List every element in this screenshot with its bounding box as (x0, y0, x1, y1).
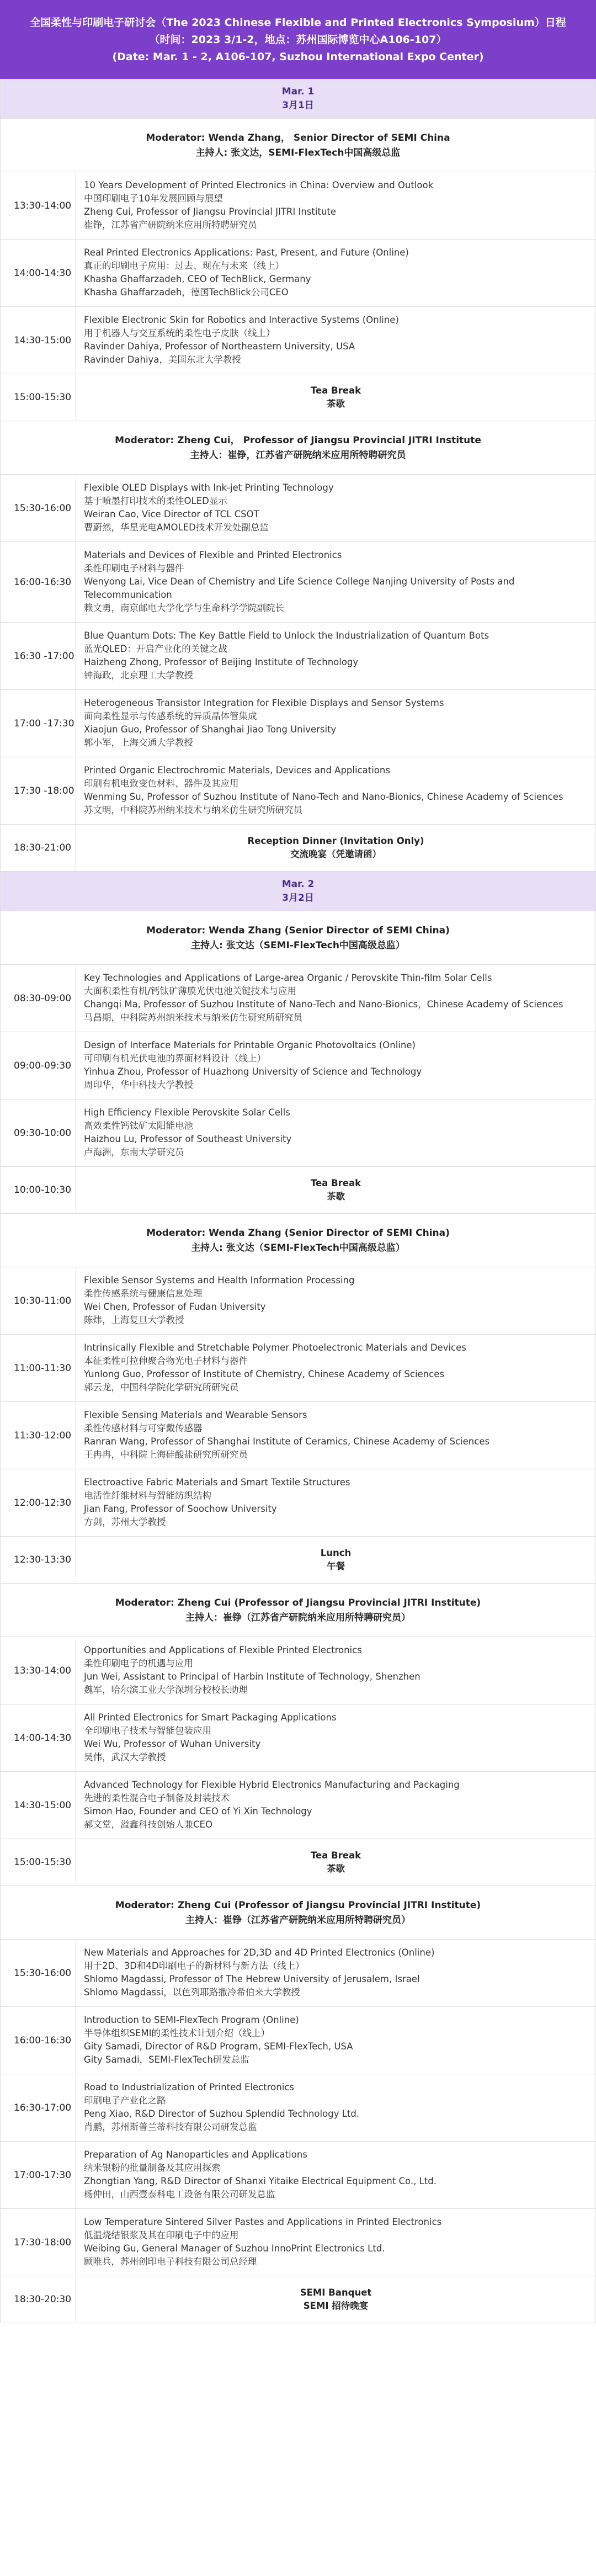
break-title-cn: SEMI 招待晚宴 (303, 2301, 369, 2311)
talk-content (76, 965, 595, 1032)
speaker-cn: 马昌期，中科院苏州纳米技术与纳米仿生研究所研究员 (84, 1012, 302, 1023)
talk-content (76, 1637, 595, 1704)
break-row (1, 1167, 595, 1214)
talk-title-cn: 基于喷墨打印技术的柔性OLED显示 (84, 496, 227, 506)
speaker-en: Ranran Wang, Professor of Shanghai Institute of Ceramics, Chinese Academy of Sciences (84, 1436, 490, 1447)
talk-title-cn: 大面积柔性有机/钙钛矿薄膜光伏电池关键技术与应用 (84, 986, 297, 996)
talk-title-en: Printed Organic Electrochromic Materials, Devices and Applications (84, 765, 390, 776)
break-content (76, 1167, 595, 1213)
talk-title-en: Flexible OLED Displays with Ink-jet Printing Technology (84, 482, 334, 493)
talk-title-en: Electroactive Fabric Materials and Smart Textile Structures (84, 1477, 350, 1488)
speaker-cn: 魏军，哈尔滨工业大学深圳分校校长助理 (84, 1685, 248, 1695)
speaker-cn: 崔铮，江苏省产研院纳米应用所特聘研究员 (84, 220, 257, 230)
speaker-cn: Gity Samadi，SEMI-FlexTech研发总监 (84, 2054, 249, 2065)
talk-title-cn: 用于2D、3D和4D印刷电子的新材料与新方法（线上） (84, 1961, 305, 1971)
talk-content (76, 542, 595, 622)
day-date-en: Mar. 2 (281, 879, 315, 890)
talk-title-en: 10 Years Development of Printed Electronics in China: Overview and Outlook (84, 180, 434, 190)
agenda-table (0, 79, 596, 2323)
session-time: 08:30-09:00 (1, 965, 76, 1032)
session-time: 16:30 -17:00 (1, 623, 76, 689)
speaker-cn: 郝文堂，溢鑫科技创始人兼CEO (84, 1819, 212, 1830)
session-time: 09:00-09:30 (1, 1032, 76, 1099)
speaker-cn: 陈炜，上海复旦大学教授 (84, 1315, 184, 1325)
talk-content (76, 1267, 595, 1334)
talk-row (1, 1100, 595, 1167)
break-title-en: Tea Break (310, 1850, 361, 1861)
break-content (76, 2276, 595, 2323)
talk-row (1, 690, 595, 757)
talk-title-cn: 中国印刷电子10年发展回顾与展望 (84, 193, 223, 204)
talk-row (1, 172, 595, 240)
talk-title-en: Advanced Technology for Flexible Hybrid Electronics Manufacturing and Packaging (84, 1780, 460, 1790)
speaker-cn: 吴伟，武汉大学教授 (84, 1752, 166, 1762)
moderator-en: Moderator: Zheng Cui， Professor of Jiangsu Provincial JITRI Institute (115, 435, 481, 446)
talk-content (76, 1100, 595, 1166)
break-content (76, 825, 595, 871)
break-title-en: Tea Break (310, 1178, 361, 1188)
session-time: 14:30-15:00 (1, 307, 76, 374)
session-time: 17:00-17:30 (1, 2142, 76, 2208)
talk-title-cn: 面向柔性显示与传感系统的异质晶体管集成 (84, 711, 257, 721)
talk-title-cn: 纳米银粉的批量制备及其应用探索 (84, 2163, 221, 2173)
speaker-en: Gity Samadi, Director of R&D Program, SEMI-FlexTech, USA (84, 2041, 353, 2052)
speaker-cn: 曹蔚然，华星光电AMOLED技术开发处副总监 (84, 522, 269, 533)
speaker-cn: 郭小军，上海交通大学教授 (84, 737, 193, 748)
talk-row (1, 307, 595, 374)
break-title-cn: 交流晚宴（凭邀请函） (290, 849, 381, 859)
talk-row (1, 240, 595, 307)
moderator-cn: 主持人：崔铮（江苏省产研院纳米应用所特聘研究员） (185, 1612, 411, 1623)
moderator-row (1, 1584, 595, 1637)
speaker-cn: 顾唯兵，苏州创印电子科技有限公司总经理 (84, 2256, 257, 2267)
break-row (1, 374, 595, 421)
talk-content (76, 623, 595, 689)
talk-title-cn: 先进的柔性混合电子制备及封装技术 (84, 1793, 230, 1803)
talk-content (76, 1704, 595, 1771)
talk-content (76, 2074, 595, 2141)
session-time: 13:30-14:00 (1, 172, 76, 239)
speaker-cn: 周印华，华中科技大学教授 (84, 1080, 193, 1090)
talk-row (1, 1704, 595, 1772)
moderator-en: Moderator: Wenda Zhang， Senior Director of SEMI China (146, 132, 450, 144)
session-time: 16:00-16:30 (1, 2007, 76, 2074)
talk-title-cn: 柔性印刷电子材料与器件 (84, 563, 184, 573)
session-time: 14:30-15:00 (1, 1772, 76, 1839)
speaker-cn: 钟海政，北京理工大学教授 (84, 670, 193, 681)
talk-title-cn: 用于机器人与交互系统的柔性电子皮肤（线上） (84, 328, 275, 338)
moderator-en: Moderator: Zheng Cui (Professor of Jiangsu Provincial JITRI Institute) (115, 1597, 481, 1608)
speaker-en: Simon Hao, Founder and CEO of Yi Xin Technology (84, 1806, 312, 1817)
break-row (1, 825, 595, 872)
header-time-location-en: (Date: Mar. 1 - 2, A106-107, Suzhou International Expo Center) (112, 51, 484, 63)
talk-title-en: Opportunities and Applications of Flexible Printed Electronics (84, 1645, 362, 1655)
session-time: 17:00 -17:30 (1, 690, 76, 757)
talk-title-cn: 半导体组织SEMI的柔性技术计划介绍（线上） (84, 2028, 270, 2038)
speaker-en: Shlomo Magdassi, Professor of The Hebrew University of Jerusalem, Israel (84, 1974, 420, 1984)
talk-title-cn: 柔性传感系统与健康信息处理 (84, 1288, 203, 1299)
talk-row (1, 1469, 595, 1537)
agenda-header (0, 0, 596, 79)
talk-title-cn: 印刷有机电致变色材料、器件及其应用 (84, 778, 239, 789)
session-time: 11:30-12:00 (1, 1402, 76, 1469)
session-time: 17:30 -18:00 (1, 757, 76, 824)
session-time: 15:30-16:00 (1, 1940, 76, 2006)
talk-row (1, 2074, 595, 2142)
talk-title-cn: 高效柔性钙钛矿太阳能电池 (84, 1120, 193, 1131)
talk-title-en: Heterogeneous Transistor Integration for Flexible Displays and Sensor Systems (84, 698, 444, 708)
talk-title-cn: 本征柔性可拉伸聚合物光电子材料与器件 (84, 1356, 248, 1366)
talk-row (1, 2209, 595, 2276)
speaker-cn: 卢海洲，东南大学研究员 (84, 1147, 184, 1157)
speaker-cn: 肖鹏，苏州斯普兰蒂科技有限公司研发总监 (84, 2122, 257, 2132)
session-time: 10:30-11:00 (1, 1267, 76, 1334)
talk-title-cn: 柔性印刷电子的机遇与应用 (84, 1658, 193, 1669)
speaker-cn: 王冉冉，中科院上海硅酸盐研究所研究员 (84, 1449, 248, 1460)
talk-title-en: Design of Interface Materials for Printable Organic Photovoltaics (Online) (84, 1040, 416, 1050)
speaker-en: Wenyong Lai, Vice Dean of Chemistry and Life Science College Nanjing University of Posts and Telecommunication (84, 576, 515, 600)
talk-content (76, 1469, 595, 1536)
talk-title-cn: 可印刷有机光伏电池的界面材料设计（线上） (84, 1053, 266, 1064)
header-time-location-cn: （时间：2023 3/1-2，地点：苏州国际博览中心A106-107） (149, 34, 447, 46)
day-date-cn: 3月1日 (282, 100, 314, 111)
break-title-en: Reception Dinner (Invitation Only) (247, 836, 424, 846)
break-row (1, 1537, 595, 1584)
talk-row (1, 2007, 595, 2074)
moderator-en: Moderator: Wenda Zhang (Senior Director of SEMI China) (146, 1228, 450, 1239)
break-title-en: Lunch (320, 1548, 352, 1558)
speaker-en: Haizheng Zhong, Professor of Beijing Institute of Technology (84, 657, 359, 667)
talk-row (1, 542, 595, 623)
session-time: 12:00-12:30 (1, 1469, 76, 1536)
talk-row (1, 475, 595, 542)
speaker-en: Jian Fang, Professor of Soochow University (84, 1504, 277, 1514)
session-time: 12:30-13:30 (1, 1537, 76, 1583)
speaker-en: Peng Xiao, R&D Director of Suzhou Splendid Technology Ltd. (84, 2108, 360, 2119)
moderator-row (1, 1886, 595, 1940)
talk-content (76, 1402, 595, 1469)
moderator-cn: 主持人：崔铮，江苏省产研院纳米应用所特聘研究员 (190, 450, 406, 461)
break-row (1, 1839, 595, 1886)
break-content (76, 1537, 595, 1583)
talk-row (1, 1402, 595, 1469)
speaker-en: Weiran Cao, Vice Director of TCL CSOT (84, 509, 259, 519)
talk-content (76, 2209, 595, 2276)
header-title-cn: 全国柔性与印刷电子研讨会（The 2023 Chinese Flexible and Printed Electronics Symposium）日程 (30, 17, 566, 29)
talk-title-en: Flexible Sensing Materials and Wearable Sensors (84, 1410, 307, 1420)
speaker-en: Zheng Cui, Professor of Jiangsu Provincial JITRI Institute (84, 206, 337, 217)
session-time: 15:30-16:00 (1, 475, 76, 541)
talk-row (1, 1032, 595, 1100)
talk-row (1, 1940, 595, 2007)
session-time: 18:30-21:00 (1, 825, 76, 871)
session-time: 13:30-14:00 (1, 1637, 76, 1704)
speaker-en: Haizhou Lu, Professor of Southeast University (84, 1134, 292, 1144)
talk-title-en: Key Technologies and Applications of Large-area Organic / Perovskite Thin-film Solar Cells (84, 973, 492, 983)
talk-content (76, 2007, 595, 2074)
speaker-cn: 杨仲田，山西壹泰科电工设备有限公司研发总监 (84, 2189, 275, 2200)
speaker-en: Khasha Ghaffarzadeh, CEO of TechBlick, Germany (84, 274, 311, 284)
speaker-en: Xiaojun Guo, Professor of Shanghai Jiao Tong University (84, 724, 337, 735)
break-title-en: SEMI Banquet (300, 2287, 372, 2298)
talk-title-cn: 柔性传感材料与可穿戴传感器 (84, 1423, 203, 1433)
speaker-en: Yinhua Zhou, Professor of Huazhong University of Science and Technology (84, 1066, 422, 1077)
talk-title-cn: 印刷电子产业化之路 (84, 2095, 166, 2106)
talk-title-en: Flexible Sensor Systems and Health Information Processing (84, 1275, 355, 1286)
talk-title-en: Low Temperature Sintered Silver Pastes and Applications in Printed Electronics (84, 2217, 442, 2227)
talk-title-cn: 电活性纤维材料与智能纺织结构 (84, 1490, 211, 1501)
talk-row (1, 2142, 595, 2209)
talk-content (76, 1032, 595, 1099)
session-time: 09:30-10:00 (1, 1100, 76, 1166)
day-header (1, 872, 595, 911)
speaker-en: Yunlong Guo, Professor of Institute of Chemistry, Chinese Academy of Sciences (84, 1369, 444, 1379)
break-title-cn: 午餐 (327, 1561, 345, 1571)
talk-row (1, 1267, 595, 1335)
speaker-cn: 苏文明，中科院苏州纳米技术与纳米仿生研究所研究员 (84, 805, 302, 815)
talk-row (1, 757, 595, 825)
speaker-en: Ravinder Dahiya, Professor of Northeastern University, USA (84, 341, 355, 352)
day-header (1, 79, 595, 119)
talk-title-cn: 全印刷电子技术与智能包装应用 (84, 1725, 211, 1736)
speaker-en: Wei Chen, Professor of Fudan University (84, 1302, 266, 1312)
talk-content (76, 475, 595, 541)
speaker-cn: 赖文勇，南京邮电大学化学与生命科学学院副院长 (84, 603, 284, 613)
talk-content (76, 307, 595, 374)
speaker-en: Changqi Ma, Professor of Suzhou Institute of Nano-Tech and Nano-Bionics，Chinese Academy of Sciences (84, 999, 563, 1010)
talk-content (76, 240, 595, 306)
moderator-en: Moderator: Zheng Cui (Professor of Jiangsu Provincial JITRI Institute) (115, 1900, 481, 1911)
session-time: 14:00-14:30 (1, 1704, 76, 1771)
talk-row (1, 1637, 595, 1704)
session-time: 14:00-14:30 (1, 240, 76, 306)
day-date-en: Mar. 1 (281, 86, 315, 97)
talk-title-en: All Printed Electronics for Smart Packaging Applications (84, 1712, 337, 1723)
talk-content (76, 690, 595, 757)
session-time: 18:30-20:30 (1, 2276, 76, 2323)
speaker-cn: 方剑，苏州大学教授 (84, 1517, 166, 1527)
talk-title-cn: 蓝光QLED：开启产业化的关键之战 (84, 644, 227, 654)
talk-title-en: Blue Quantum Dots: The Key Battle Field to Unlock the Industrialization of Quantum Bots (84, 630, 489, 641)
talk-content (76, 1940, 595, 2006)
talk-content (76, 172, 595, 239)
moderator-cn: 主持人：崔铮（江苏省产研院纳米应用所特聘研究员） (185, 1915, 411, 1926)
talk-title-en: Real Printed Electronics Applications: Past, Present, and Future (Online) (84, 247, 409, 258)
speaker-en: Weibing Gu, General Manager of Suzhou InnoPrint Electronics Ltd. (84, 2243, 385, 2254)
day-date-cn: 3月2日 (282, 893, 314, 904)
talk-content (76, 1335, 595, 1401)
talk-row (1, 1772, 595, 1839)
speaker-en: Wei Wu, Professor of Wuhan University (84, 1739, 261, 1749)
talk-title-en: Flexible Electronic Skin for Robotics and Interactive Systems (Online) (84, 315, 399, 325)
session-time: 11:00-11:30 (1, 1335, 76, 1401)
moderator-row (1, 421, 595, 475)
speaker-en: Jun Wei, Assistant to Principal of Harbin Institute of Technology, Shenzhen (84, 1671, 421, 1682)
break-title-cn: 茶歇 (327, 399, 345, 409)
talk-title-en: Preparation of Ag Nanoparticles and Applications (84, 2149, 307, 2160)
break-row (1, 2276, 595, 2323)
speaker-cn: Ravinder Dahiya，美国东北大学教授 (84, 354, 241, 365)
session-time: 15:00-15:30 (1, 1839, 76, 1885)
speaker-en: Zhongtian Yang, R&D Director of Shanxi Yitaike Electrical Equipment Co., Ltd. (84, 2176, 437, 2186)
speaker-cn: 郭云龙，中国科学院化学研究所研究员 (84, 1382, 239, 1393)
talk-content (76, 2142, 595, 2208)
talk-row (1, 1335, 595, 1402)
session-time: 10:00-10:30 (1, 1167, 76, 1213)
talk-title-cn: 低温烧结银浆及其在印刷电子中的应用 (84, 2230, 239, 2240)
talk-row (1, 623, 595, 690)
speaker-cn: Khasha Ghaffarzadeh，德国TechBlick公司CEO (84, 287, 289, 298)
moderator-en: Moderator: Wenda Zhang (Senior Director of SEMI China) (146, 925, 450, 936)
talk-title-en: New Materials and Approaches for 2D,3D and 4D Printed Electronics (Online) (84, 1947, 435, 1958)
break-title-cn: 茶歇 (327, 1863, 345, 1874)
session-time: 16:00-16:30 (1, 542, 76, 622)
moderator-cn: 主持人: 张文达，SEMI-FlexTech中国高级总监 (195, 147, 401, 158)
session-time: 16:30-17:00 (1, 2074, 76, 2141)
moderator-cn: 主持人: 张文达（SEMI-FlexTech中国高级总监） (191, 1242, 405, 1254)
talk-title-en: Intrinsically Flexible and Stretchable Polymer Photoelectronic Materials and Devices (84, 1342, 466, 1353)
talk-title-en: Materials and Devices of Flexible and Printed Electronics (84, 550, 342, 560)
break-title-en: Tea Break (310, 385, 361, 396)
moderator-row (1, 119, 595, 172)
speaker-cn: Shlomo Magdassi，以色列耶路撒冷希伯来大学教授 (84, 1987, 300, 1998)
break-title-cn: 茶歇 (327, 1191, 345, 1202)
break-content (76, 1839, 595, 1885)
talk-title-cn: 真正的印刷电子应用：过去、现在与未来（线上） (84, 261, 284, 271)
session-time: 17:30-18:00 (1, 2209, 76, 2276)
talk-row (1, 965, 595, 1032)
break-content (76, 374, 595, 421)
talk-title-en: Road to Industrialization of Printed Electronics (84, 2082, 294, 2092)
talk-content (76, 1772, 595, 1839)
talk-content (76, 757, 595, 824)
talk-title-en: High Efficiency Flexible Perovskite Solar Cells (84, 1107, 290, 1118)
moderator-row (1, 1214, 595, 1267)
session-time: 15:00-15:30 (1, 374, 76, 421)
talk-title-en: Introduction to SEMI-FlexTech Program (Online) (84, 2015, 299, 2025)
moderator-row (1, 911, 595, 965)
moderator-cn: 主持人: 张文达（SEMI-FlexTech中国高级总监） (191, 940, 405, 951)
speaker-en: Wenming Su, Professor of Suzhou Institute of Nano-Tech and Nano-Bionics, Chinese Academy of Sciences (84, 792, 563, 802)
